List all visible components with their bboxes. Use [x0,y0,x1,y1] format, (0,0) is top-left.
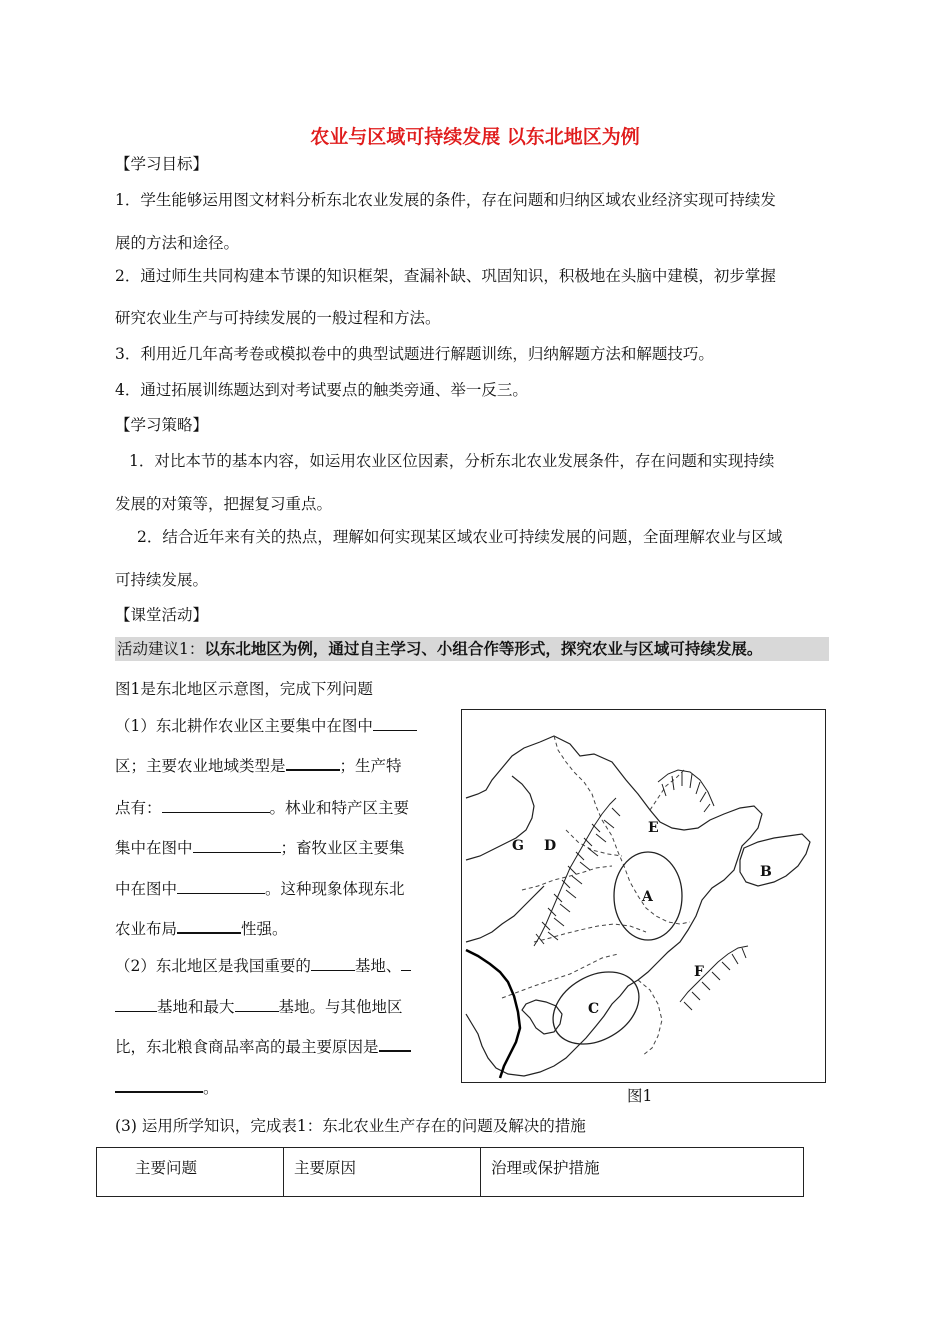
q2-line-1 [115,954,411,976]
mountains-d [534,798,616,946]
strategy-2-line-1: 2．结合近年来有关的热点，理解如何实现某区域农业可持续发展的问题，全面理解农业与区域 [137,528,783,546]
q2-l2a-text: 基地和最大 [157,998,235,1016]
border-line [466,950,520,1078]
goal-4: 4．通过拓展训练题达到对考试要点的触类旁通、举一反三。 [115,381,528,399]
q1-l6a-text: 农业布局 [115,920,178,938]
northeast-map [462,710,824,1081]
q1-line-4 [115,836,405,858]
header-main-cause: 主要原因 [284,1148,481,1197]
label-e: E [648,820,659,836]
q1-blank-4[interactable] [193,838,281,853]
q2-blank-2b[interactable] [115,997,157,1012]
q2-line-3 [115,1035,411,1057]
q2-line-2 [115,995,403,1017]
q3-text: (3) 运用所学知识，完成表1：东北农业生产存在的问题及解决的措施 [115,1117,586,1135]
strategy-2-line-2: 可持续发展。 [115,571,209,589]
region-outline [466,736,762,1076]
activity-suggestion-text: 以东北地区为例，通过自主学习、小组合作等形式，探究农业与区域可持续发展。 [204,639,763,658]
q1-line-6 [115,917,288,939]
q1-l2b-text: ；生产特 [339,757,402,775]
strategy-1-line-2: 发展的对策等，把握复习重点。 [115,495,333,513]
goal-2-line-1: 2．通过师生共同构建本节课的知识框架，查漏补缺、巩固知识，积极地在头脑中建模，初步掌握 [115,267,776,285]
q2-line-4 [115,1076,219,1098]
label-c: C [588,1001,600,1017]
learning-strategy-heading: 【学习策略】 [115,416,209,434]
q1-l4b-text: ；畜牧业区主要集 [280,839,405,857]
q1-l3b-text: 。林业和特产区主要 [269,799,410,817]
q1-l5b-text: 。这种现象体现东北 [265,880,405,898]
activity-suggestion-lead: 活动建议1： [117,640,205,658]
goal-1-line-2: 展的方法和途径。 [115,234,240,252]
label-d: D [544,838,557,854]
q2-blank-2a[interactable] [401,956,411,971]
q1-line-5 [115,877,405,899]
q1-l3a-text: 点有： [115,799,162,817]
q1-l6b-text: 性强。 [241,920,288,938]
q1-l5a-text: 中在图中 [115,880,178,898]
header-measures: 治理或保护措施 [481,1148,804,1197]
label-f: F [694,964,704,980]
class-activity-heading: 【课堂活动】 [115,606,209,624]
figure-intro: 图1是东北地区示意图，完成下列问题 [115,680,373,698]
goal-3: 3．利用近几年高考卷或模拟卷中的典型试题进行解题训练，归纳解题方法和解题技巧。 [115,345,714,363]
q1-line-1 [115,714,417,736]
northeast-map-figure [461,709,826,1083]
q1-line-2 [115,754,402,776]
q2-blank-4a[interactable] [379,1036,411,1052]
goal-1-line-1: 1．学生能够运用图文材料分析东北农业发展的条件，存在问题和归纳区域农业经济实现可持续发 [115,191,776,209]
q2-blank-1[interactable] [311,956,355,971]
q2-l3-text: 比，东北粮食商品率高的最主要原因是 [115,1038,379,1056]
mountains-e [658,770,714,806]
q1-blank-3[interactable] [162,798,270,813]
q2-blank-4b[interactable] [115,1077,203,1093]
goal-2-line-2: 研究农业生产与可持续发展的一般过程和方法。 [115,309,441,327]
table-header-row [97,1148,804,1197]
page-title: 农业与区域可持续发展 以东北地区为例 [310,126,640,148]
table-1 [96,1147,804,1197]
q1-line-3 [115,796,409,818]
q1-l1-text: （1）东北耕作农业区主要集中在图中 [115,717,373,735]
strategy-1-line-1: 1．对比本节的基本内容，如运用农业区位因素，分析东北农业发展条件，存在问题和实现持续 [129,452,775,470]
activity-suggestion [115,637,829,661]
q1-blank-2[interactable] [286,755,340,771]
header-main-problem: 主要问题 [97,1148,284,1197]
q2-l4-text: 。 [203,1079,219,1097]
q1-blank-5[interactable] [177,879,265,894]
q1-blank-1[interactable] [373,716,417,731]
label-b: B [760,864,772,880]
figure-caption: 图1 [627,1087,653,1105]
label-g: G [512,838,524,854]
q1-blank-6[interactable] [177,918,241,934]
q2-l1a-text: （2）东北地区是我国重要的 [115,957,311,975]
q2-l2b-text: 基地。与其他地区 [278,998,403,1016]
q2-l1b-text: 基地、 [354,957,402,975]
q1-l4a-text: 集中在图中 [115,839,193,857]
label-a: A [642,889,653,905]
q2-blank-3[interactable] [235,997,279,1012]
learning-goals-heading: 【学习目标】 [115,155,209,173]
q1-l2a-text: 区；主要农业地域类型是 [115,757,286,775]
